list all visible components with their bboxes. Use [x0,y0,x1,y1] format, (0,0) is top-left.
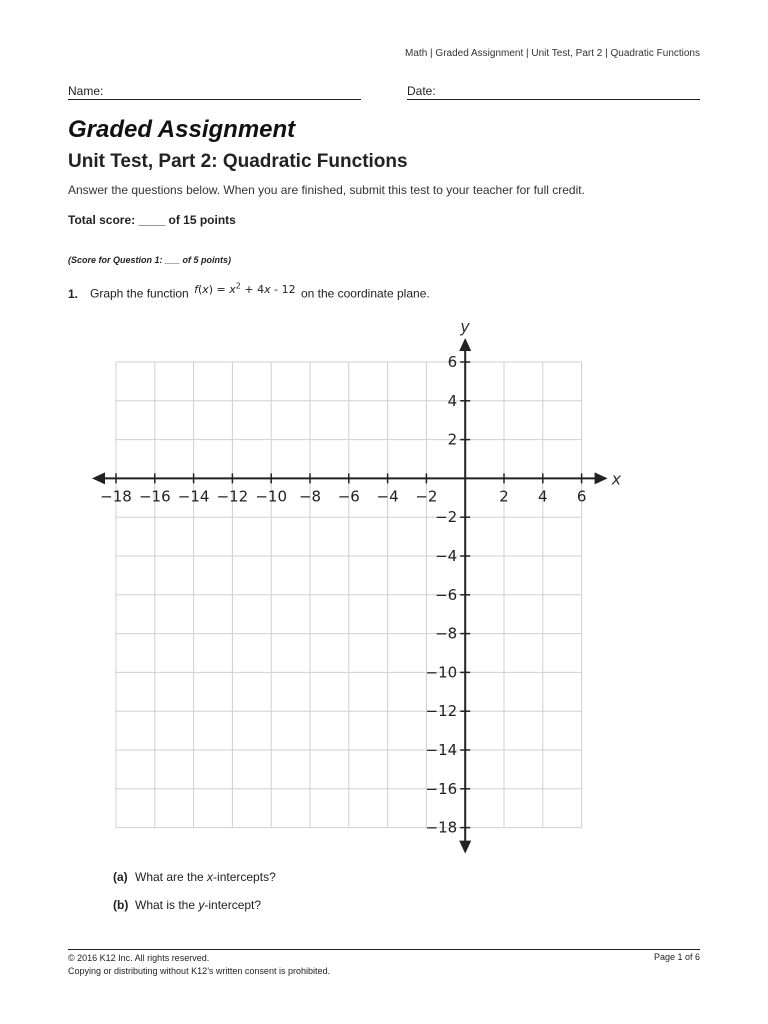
instructions-text: Answer the questions below. When you are finished, submit this test to your teacher for full credit. [68,183,585,197]
x-tick-label: −12 [216,487,249,506]
formula-var2: x [264,282,271,296]
question-score-note: (Score for Question 1: ___ of 5 points) [68,255,232,265]
x-tick-label: −16 [138,487,171,506]
y-tick-label: −12 [425,702,458,721]
y-tick-label: 4 [447,391,458,410]
x-tick-label: −14 [177,487,210,506]
y-tick-label: −18 [425,818,458,837]
name-label: Name: [68,84,104,98]
part-b-text-after: -intercept? [204,898,262,912]
axes [92,338,608,854]
question-prompt-before: Graph the function [90,286,189,301]
y-axis-label: y [460,317,470,336]
formula-rparen: ) [208,282,214,296]
part-a-text-before: What are the [135,870,208,884]
x-tick-label: −4 [376,487,399,506]
y-tick-label: −16 [425,779,458,798]
header-breadcrumb: Math | Graded Assignment | Unit Test, Part 2 | Quadratic Functions [405,48,700,59]
formula-fname: f [194,282,198,296]
y-tick-label: −8 [435,624,458,643]
x-axis-right-arrow [595,472,608,484]
copyright-text: © 2016 K12 Inc. All rights reserved. [68,953,210,963]
x-tick-label: −10 [255,487,288,506]
grid-lines [116,362,582,828]
x-tick-label: −18 [100,487,132,506]
copying-notice: Copying or distributing without K12’s written consent is prohibited. [68,966,330,976]
question-number: 1. [68,286,79,301]
x-axis-label: x [611,469,622,489]
part-b-var: y [198,898,205,912]
y-tick-label: −6 [435,585,458,604]
part-a-text-after: -intercepts? [213,870,276,884]
y-axis-bottom-arrow [459,841,471,854]
part-b-label: (b) [113,898,129,912]
page-subtitle: Unit Test, Part 2: Quadratic Functions [68,151,408,172]
y-tick-label: −10 [425,663,458,682]
question-prompt-after: on the coordinate plane. [300,286,430,301]
x-tick-label: −6 [337,487,360,506]
y-tick-label: −2 [435,508,458,527]
formula-lparen: ( [197,282,203,296]
x-tick-label: 2 [499,487,509,506]
question-part-a [113,870,276,884]
part-b-text-before: What is the [135,898,199,912]
y-tick-label: 2 [447,430,458,449]
y-tick-label: −14 [425,741,458,759]
x-tick-label: 6 [576,487,587,506]
total-score: Total score: ____ of 15 points [68,213,236,227]
y-axis-top-arrow [459,338,471,351]
formula-base: x [229,282,236,296]
formula-exp: 2 [235,281,241,290]
footer-copyright [68,952,330,978]
x-tick-label: −2 [415,487,438,506]
x-tick-label: −8 [298,487,322,506]
formula-rest: + 4 [240,282,265,296]
part-a-label: (a) [113,870,128,884]
formula-tail: - 12 [270,282,296,296]
date-label: Date: [407,84,436,98]
formula-var: x [202,282,209,296]
page-number: Page 1 of 6 [653,952,700,962]
y-tick-label: −4 [435,547,458,565]
question-part-b [113,898,261,912]
footer-divider [68,949,700,950]
x-axis-left-arrow [92,472,105,484]
formula-eq: = [213,282,230,296]
page-title: Graded Assignment [68,116,296,143]
x-tick-label: 4 [538,487,548,506]
y-tick-label: 6 [447,353,458,371]
part-a-var: x [207,870,214,884]
